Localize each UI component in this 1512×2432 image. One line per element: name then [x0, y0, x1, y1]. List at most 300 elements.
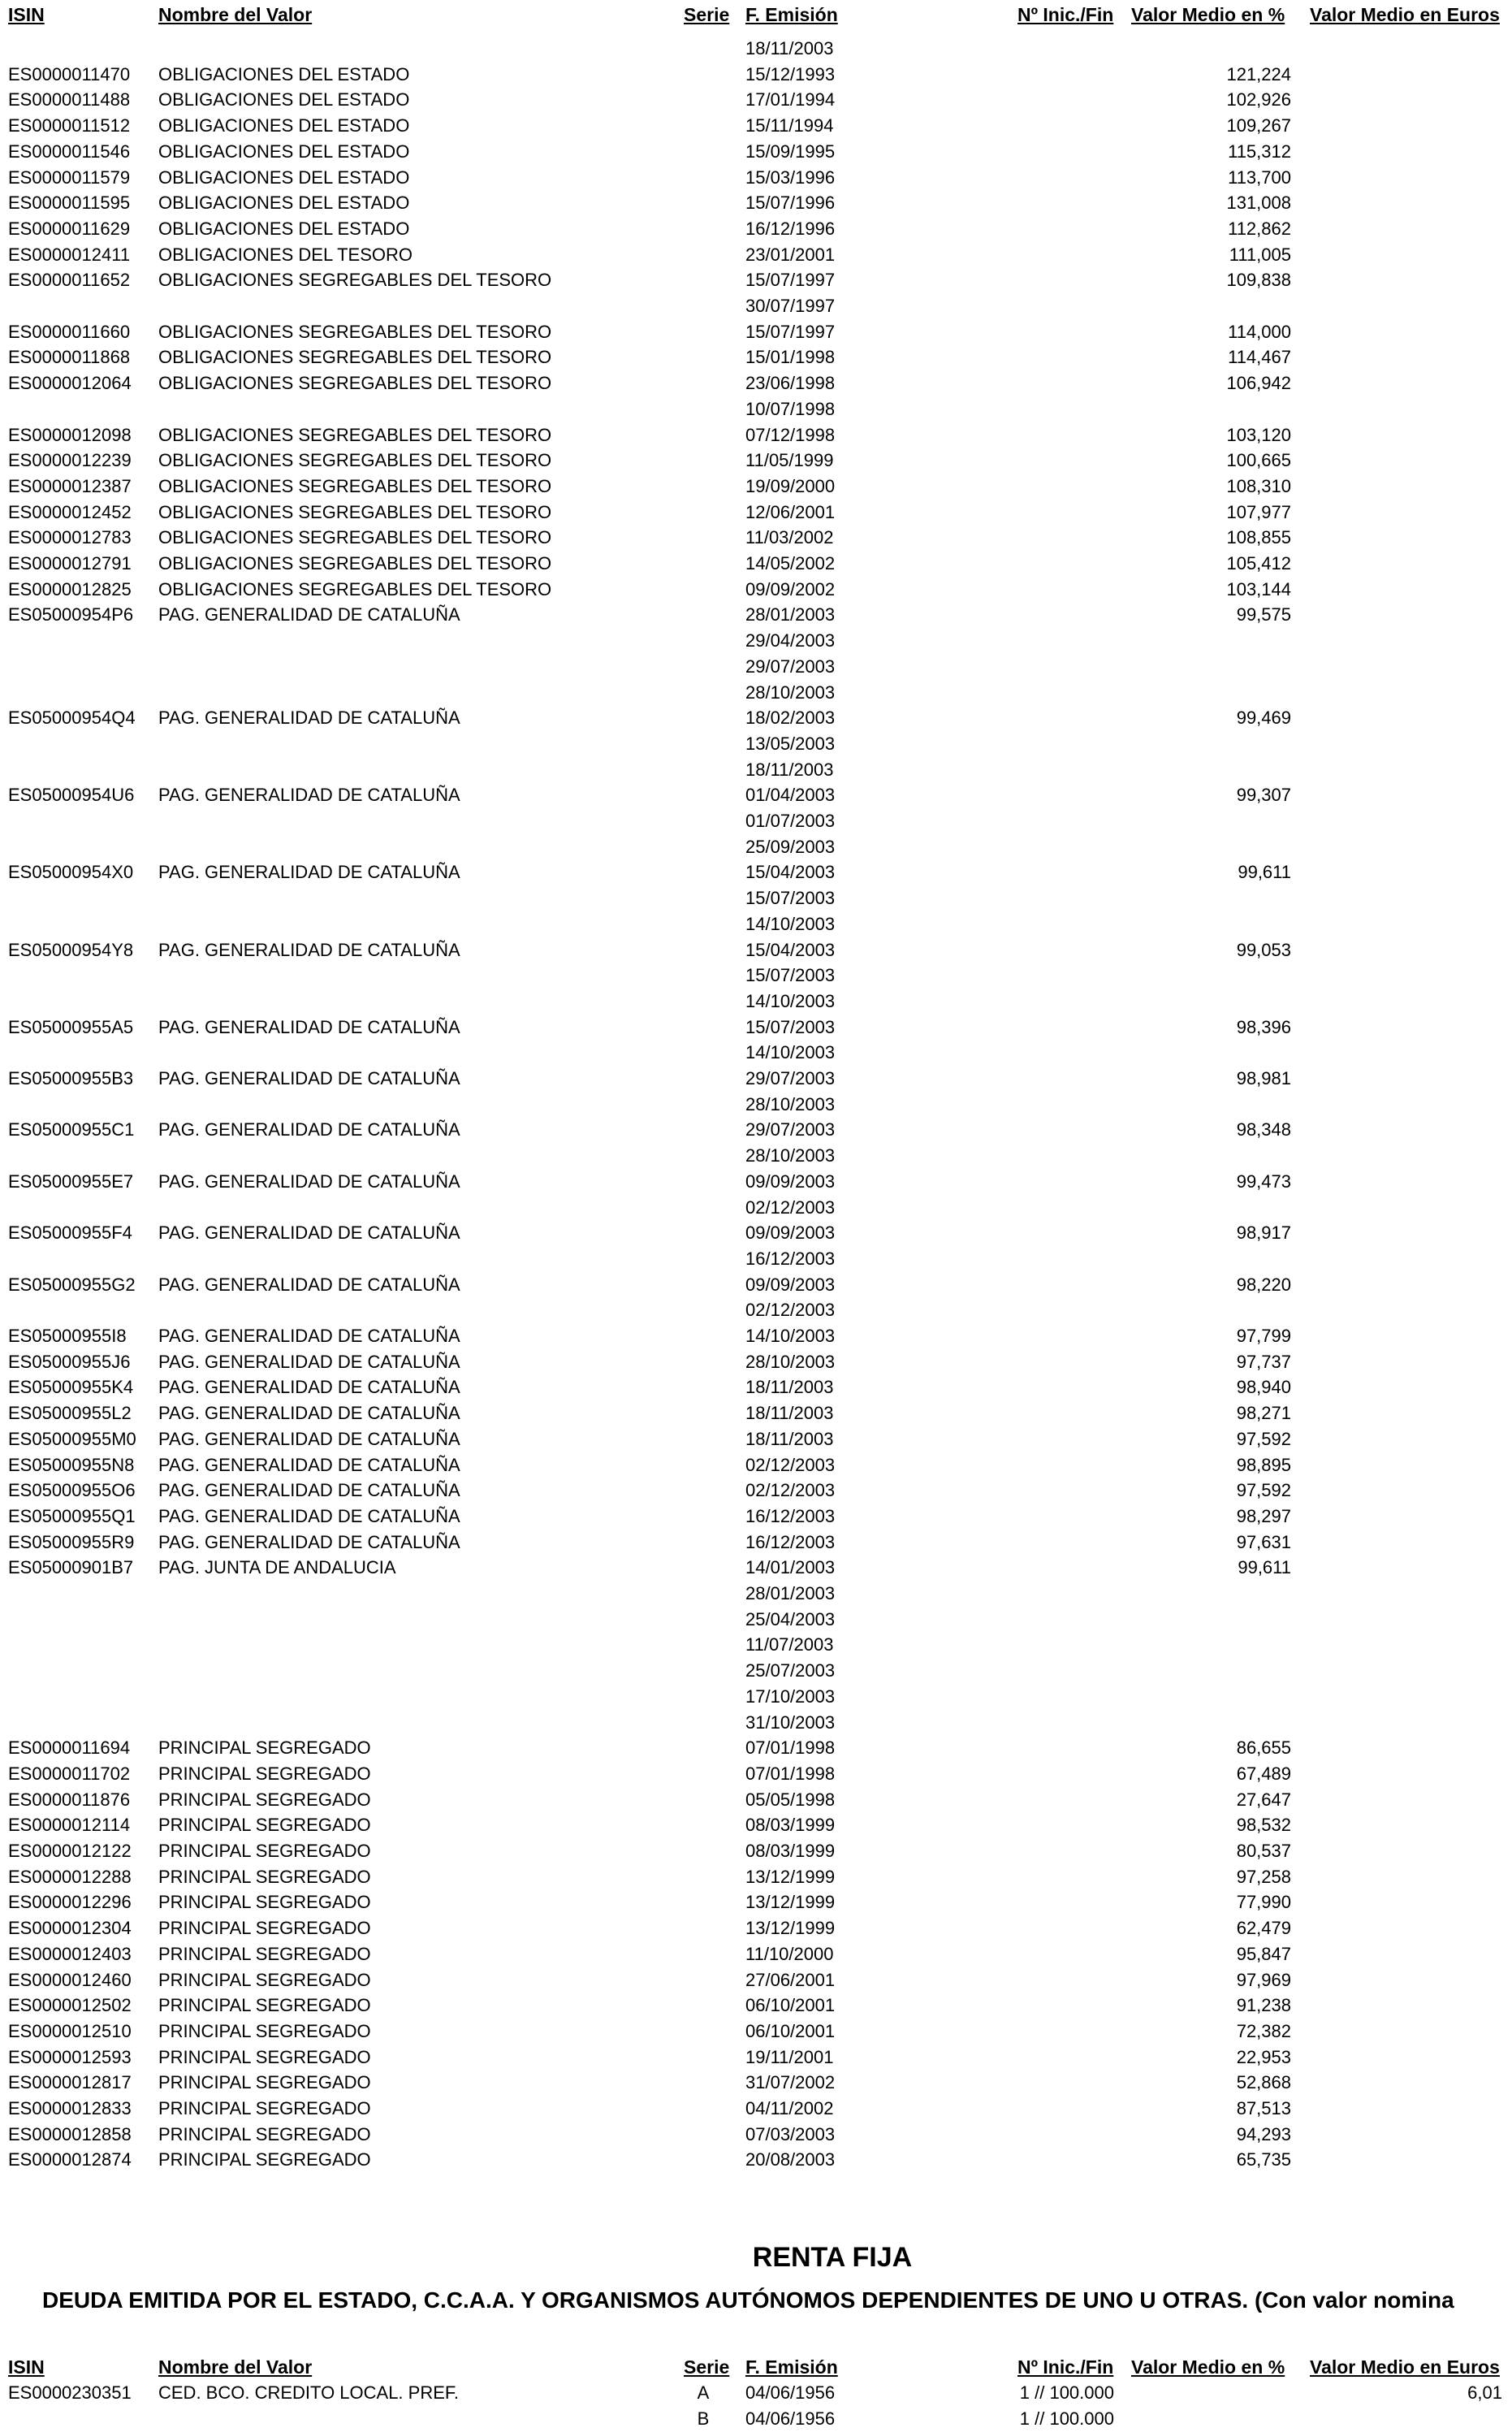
fecha-cell: 09/09/2003 [745, 1274, 836, 1295]
pct-cell: 121,224 [1226, 64, 1291, 84]
table-row [0, 1143, 1512, 1168]
name-cell: PAG. GENERALIDAD DE CATALUÑA [158, 1480, 460, 1500]
fecha-cell: 08/03/1999 [745, 1815, 836, 1835]
isin-cell: ES05000955L2 [8, 1403, 132, 1423]
col-ninic-header: Nº Inic./Fin [1017, 4, 1114, 25]
name-cell: OBLIGACIONES SEGREGABLES DEL TESORO [158, 502, 552, 522]
name-cell: PRINCIPAL SEGREGADO [158, 1892, 371, 1912]
table-row [0, 1297, 1512, 1322]
fecha-cell: 19/09/2000 [745, 476, 836, 496]
table-row [0, 474, 1512, 499]
isin-cell: ES05000955B3 [8, 1068, 134, 1088]
pct-cell: 97,737 [1236, 1352, 1291, 1372]
isin-cell: ES05000954Y8 [8, 940, 134, 960]
name-cell: OBLIGACIONES SEGREGABLES DEL TESORO [158, 553, 552, 573]
pct-cell: 98,532 [1236, 1815, 1291, 1835]
pct-cell: 99,307 [1236, 785, 1291, 805]
pct-cell: 98,297 [1236, 1506, 1291, 1526]
fecha-cell: 15/07/1997 [745, 270, 836, 290]
table-row [0, 1787, 1512, 1812]
fecha-cell: 13/05/2003 [745, 733, 836, 754]
fecha-cell: 20/08/2003 [745, 2149, 836, 2170]
table-row [0, 911, 1512, 937]
fecha-cell: 17/01/1994 [745, 89, 836, 110]
table-row [0, 1812, 1512, 1837]
isin-cell: ES0000011660 [8, 322, 131, 342]
isin-cell: ES0000230351 [8, 2382, 132, 2403]
table-row [0, 2070, 1512, 2095]
fecha-cell: 16/12/2003 [745, 1506, 836, 1526]
pct-cell: 114,000 [1228, 322, 1291, 342]
isin-cell: ES0000011629 [8, 219, 131, 239]
fecha-cell: 05/05/1998 [745, 1789, 836, 1810]
isin-cell: ES0000011652 [8, 270, 131, 290]
table-row [0, 1967, 1512, 1993]
pct-cell: 131,008 [1226, 193, 1291, 213]
table-row [0, 628, 1512, 653]
isin-cell: ES05000955I8 [8, 1326, 127, 1346]
pct-cell: 113,700 [1228, 167, 1291, 188]
pct-cell: 107,977 [1226, 502, 1291, 522]
fecha-cell: 02/12/2003 [745, 1300, 836, 1320]
col-pct-header: Valor Medio en % [1131, 2356, 1285, 2378]
pct-cell: 102,926 [1226, 89, 1291, 110]
table-row [0, 1478, 1512, 1503]
fecha-cell: 25/07/2003 [745, 1660, 836, 1681]
fecha-cell: 02/12/2003 [745, 1197, 836, 1218]
table-row [0, 577, 1512, 602]
name-cell: PAG. GENERALIDAD DE CATALUÑA [158, 1506, 460, 1526]
fecha-cell: 04/06/1956 [745, 2382, 836, 2403]
fecha-cell: 15/07/2003 [745, 965, 836, 985]
name-cell: PAG. GENERALIDAD DE CATALUÑA [158, 1352, 460, 1372]
name-cell: OBLIGACIONES SEGREGABLES DEL TESORO [158, 579, 552, 599]
table-row [0, 1555, 1512, 1580]
name-cell: OBLIGACIONES DEL ESTADO [158, 141, 410, 162]
isin-cell: ES05000901B7 [8, 1557, 134, 1577]
name-cell: PRINCIPAL SEGREGADO [158, 1918, 371, 1938]
name-cell: PRINCIPAL SEGREGADO [158, 2047, 371, 2067]
pct-cell: 97,969 [1236, 1970, 1291, 1990]
pct-cell: 108,310 [1226, 476, 1291, 496]
isin-cell: ES05000954X0 [8, 862, 134, 882]
fecha-cell: 15/09/1995 [745, 141, 836, 162]
pct-cell: 98,396 [1236, 1017, 1291, 1037]
fecha-cell: 29/07/2003 [745, 656, 836, 677]
table-row [0, 1915, 1512, 1941]
isin-cell: ES0000012239 [8, 450, 132, 470]
fecha-cell: 28/01/2003 [745, 604, 836, 625]
isin-cell: ES0000011488 [8, 89, 131, 110]
isin-cell: ES0000011546 [8, 141, 131, 162]
name-cell: PRINCIPAL SEGREGADO [158, 1867, 371, 1887]
name-cell: PAG. JUNTA DE ANDALUCIA [158, 1557, 396, 1577]
table-row [0, 1400, 1512, 1426]
table-row [0, 1735, 1512, 1760]
name-cell: PRINCIPAL SEGREGADO [158, 1944, 371, 1964]
fecha-cell: 07/01/1998 [745, 1763, 836, 1784]
table-row [0, 757, 1512, 782]
isin-cell: ES05000955M0 [8, 1429, 136, 1449]
name-cell: OBLIGACIONES DEL ESTADO [158, 167, 410, 188]
fecha-cell: 04/06/1956 [745, 2408, 836, 2429]
table-row [0, 2045, 1512, 2070]
fecha-cell: 15/11/1994 [745, 115, 834, 136]
fecha-cell: 12/06/2001 [745, 502, 836, 522]
fecha-cell: 15/07/1997 [745, 322, 836, 342]
isin-cell: ES0000012593 [8, 2047, 132, 2067]
col-serie-header: Serie [684, 2356, 730, 2378]
fecha-cell: 18/02/2003 [745, 708, 836, 728]
fecha-cell: 14/10/2003 [745, 1042, 836, 1062]
isin-cell: ES05000954U6 [8, 785, 135, 805]
fecha-cell: 15/04/2003 [745, 940, 836, 960]
fecha-cell: 31/07/2002 [745, 2072, 836, 2092]
fecha-cell: 13/12/1999 [745, 1867, 836, 1887]
table-row [0, 1838, 1512, 1863]
table-row [0, 1092, 1512, 1117]
pct-cell: 112,862 [1228, 219, 1291, 239]
name-cell: PAG. GENERALIDAD DE CATALUÑA [158, 1326, 460, 1346]
isin-cell: ES0000012858 [8, 2124, 132, 2144]
isin-cell: ES0000012817 [8, 2072, 132, 2092]
name-cell: PAG. GENERALIDAD DE CATALUÑA [158, 604, 460, 625]
name-cell: PAG. GENERALIDAD DE CATALUÑA [158, 1222, 460, 1243]
fecha-cell: 02/12/2003 [745, 1480, 836, 1500]
name-cell: PRINCIPAL SEGREGADO [158, 2098, 371, 2118]
fecha-cell: 28/10/2003 [745, 1094, 836, 1114]
table-row [0, 242, 1512, 267]
fecha-cell: 11/05/1999 [745, 450, 834, 470]
fecha-cell: 15/07/2003 [745, 888, 836, 908]
ninic-cell: 1 // 100.000 [1019, 2408, 1114, 2429]
fecha-cell: 23/06/1998 [745, 373, 836, 393]
isin-cell: ES05000955G2 [8, 1274, 136, 1295]
fecha-cell: 15/07/1996 [745, 193, 836, 213]
table-row [0, 1710, 1512, 1735]
isin-cell: ES05000955F4 [8, 1222, 132, 1243]
pct-cell: 99,611 [1238, 862, 1291, 882]
isin-cell: ES0000011470 [8, 64, 131, 84]
fecha-cell: 14/10/2003 [745, 991, 836, 1011]
fecha-cell: 25/09/2003 [745, 837, 836, 857]
name-cell: OBLIGACIONES SEGREGABLES DEL TESORO [158, 527, 552, 547]
table-row [0, 1504, 1512, 1529]
name-cell: PAG. GENERALIDAD DE CATALUÑA [158, 1171, 460, 1192]
table-row [0, 1374, 1512, 1400]
table-row [0, 422, 1512, 448]
table-row [0, 602, 1512, 627]
fecha-cell: 09/09/2002 [745, 579, 836, 599]
fecha-cell: 17/10/2003 [745, 1686, 836, 1707]
name-cell: PRINCIPAL SEGREGADO [158, 2072, 371, 2092]
name-cell: OBLIGACIONES SEGREGABLES DEL TESORO [158, 373, 552, 393]
pct-cell: 67,489 [1236, 1763, 1291, 1784]
pct-cell: 72,382 [1236, 2021, 1291, 2041]
name-cell: PAG. GENERALIDAD DE CATALUÑA [158, 785, 460, 805]
pct-cell: 94,293 [1236, 2124, 1291, 2144]
name-cell: PAG. GENERALIDAD DE CATALUÑA [158, 1377, 460, 1397]
fecha-cell: 15/12/1993 [745, 64, 836, 84]
name-cell: OBLIGACIONES DEL ESTADO [158, 219, 410, 239]
name-cell: PRINCIPAL SEGREGADO [158, 1995, 371, 2015]
name-cell: PRINCIPAL SEGREGADO [158, 1841, 371, 1861]
table-row [0, 344, 1512, 370]
pct-cell: 108,855 [1226, 527, 1291, 547]
name-cell: OBLIGACIONES SEGREGABLES DEL TESORO [158, 347, 552, 367]
table-row [0, 654, 1512, 679]
table-row [0, 36, 1512, 61]
fecha-cell: 16/12/1996 [745, 219, 836, 239]
pct-cell: 99,575 [1236, 604, 1291, 625]
table-row [0, 1040, 1512, 1065]
fecha-cell: 07/12/1998 [745, 425, 836, 445]
table-row [0, 1452, 1512, 1478]
isin-cell: ES0000012288 [8, 1867, 132, 1887]
isin-cell: ES0000012064 [8, 373, 132, 393]
table-row [0, 2122, 1512, 2147]
ninic-cell: 1 // 100.000 [1019, 2382, 1114, 2403]
isin-cell: ES0000011868 [8, 347, 131, 367]
fecha-cell: 18/11/2003 [745, 759, 834, 780]
fecha-cell: 19/11/2001 [745, 2047, 834, 2067]
name-cell: PAG. GENERALIDAD DE CATALUÑA [158, 1017, 460, 1037]
pct-cell: 98,220 [1236, 1274, 1291, 1295]
table-row [0, 2096, 1512, 2121]
pct-cell: 114,467 [1228, 347, 1291, 367]
pct-cell: 98,895 [1236, 1455, 1291, 1475]
col-ninic-header: Nº Inic./Fin [1017, 2356, 1114, 2378]
table-row [0, 2380, 1512, 2405]
name-cell: PAG. GENERALIDAD DE CATALUÑA [158, 1532, 460, 1552]
table-row [0, 190, 1512, 215]
section-title: RENTA FIJA [752, 2242, 913, 2273]
fecha-cell: 18/11/2003 [745, 1403, 834, 1423]
table-row [0, 370, 1512, 396]
table-row [0, 1530, 1512, 1555]
fecha-cell: 11/10/2000 [745, 1944, 834, 1964]
fecha-cell: 06/10/2001 [745, 2021, 836, 2041]
isin-cell: ES05000954P6 [8, 604, 134, 625]
table-row [0, 2147, 1512, 2172]
name-cell: PAG. GENERALIDAD DE CATALUÑA [158, 862, 460, 882]
fecha-cell: 18/11/2003 [745, 1377, 834, 1397]
name-cell: OBLIGACIONES SEGREGABLES DEL TESORO [158, 425, 552, 445]
fecha-cell: 04/11/2002 [745, 2098, 834, 2118]
name-cell: PAG. GENERALIDAD DE CATALUÑA [158, 708, 460, 728]
pct-cell: 62,479 [1236, 1918, 1291, 1938]
name-cell: PAG. GENERALIDAD DE CATALUÑA [158, 1119, 460, 1140]
pct-cell: 115,312 [1228, 141, 1291, 162]
name-cell: PRINCIPAL SEGREGADO [158, 1789, 371, 1810]
pct-cell: 77,990 [1236, 1892, 1291, 1912]
pct-cell: 22,953 [1236, 2047, 1291, 2067]
table-row [0, 2406, 1512, 2431]
pct-cell: 99,611 [1238, 1557, 1291, 1577]
table-row [0, 1169, 1512, 1194]
table-row [0, 1607, 1512, 1632]
pct-cell: 65,735 [1236, 2149, 1291, 2170]
fecha-cell: 15/07/2003 [745, 1017, 836, 1037]
fecha-cell: 14/10/2003 [745, 914, 836, 934]
table-row [0, 216, 1512, 241]
fecha-cell: 29/07/2003 [745, 1119, 836, 1140]
name-cell: PRINCIPAL SEGREGADO [158, 2149, 371, 2170]
fecha-cell: 15/01/1998 [745, 347, 836, 367]
isin-cell: ES0000012403 [8, 1944, 132, 1964]
table-header-2 [0, 2355, 1512, 2380]
fecha-cell: 29/04/2003 [745, 630, 836, 651]
isin-cell: ES0000011512 [8, 115, 131, 136]
table-row [0, 1864, 1512, 1889]
table-row [0, 834, 1512, 859]
fecha-cell: 01/07/2003 [745, 811, 836, 831]
pct-cell: 95,847 [1236, 1944, 1291, 1964]
name-cell: PRINCIPAL SEGREGADO [158, 2021, 371, 2041]
pct-cell: 97,592 [1236, 1429, 1291, 1449]
isin-cell: ES0000012502 [8, 1995, 132, 2015]
name-cell: OBLIGACIONES SEGREGABLES DEL TESORO [158, 322, 552, 342]
pct-cell: 109,838 [1226, 270, 1291, 290]
table-row [0, 1941, 1512, 1967]
pct-cell: 99,053 [1236, 940, 1291, 960]
pct-cell: 97,799 [1236, 1326, 1291, 1346]
table-row [0, 396, 1512, 422]
name-cell: PAG. GENERALIDAD DE CATALUÑA [158, 1455, 460, 1475]
table-row [0, 1632, 1512, 1657]
pct-cell: 86,655 [1236, 1737, 1291, 1758]
name-cell: OBLIGACIONES SEGREGABLES DEL TESORO [158, 270, 552, 290]
name-cell: PRINCIPAL SEGREGADO [158, 1763, 371, 1784]
table-row [0, 525, 1512, 550]
table-row [0, 885, 1512, 911]
pct-cell: 111,005 [1229, 244, 1291, 265]
table-row [0, 267, 1512, 292]
table-row [0, 1761, 1512, 1786]
pct-cell: 97,631 [1236, 1532, 1291, 1552]
fecha-cell: 15/03/1996 [745, 167, 836, 188]
pct-cell: 80,537 [1236, 1841, 1291, 1861]
fecha-cell: 14/01/2003 [745, 1557, 836, 1577]
isin-cell: ES0000011876 [8, 1789, 131, 1810]
name-cell: PRINCIPAL SEGREGADO [158, 2124, 371, 2144]
fecha-cell: 14/05/2002 [745, 553, 836, 573]
table-row [0, 165, 1512, 190]
fecha-cell: 10/07/1998 [745, 399, 836, 419]
isin-cell: ES0000011595 [8, 193, 131, 213]
col-pct-header: Valor Medio en % [1131, 4, 1285, 25]
fecha-cell: 31/10/2003 [745, 1712, 836, 1733]
table-row [0, 1272, 1512, 1297]
fecha-cell: 09/09/2003 [745, 1171, 836, 1192]
pct-cell: 99,473 [1236, 1171, 1291, 1192]
isin-cell: ES0000012122 [8, 1841, 132, 1861]
pct-cell: 98,940 [1236, 1377, 1291, 1397]
isin-cell: ES0000012874 [8, 2149, 132, 2170]
pct-cell: 103,120 [1226, 425, 1291, 445]
fecha-cell: 27/06/2001 [745, 1970, 836, 1990]
isin-cell: ES05000955C1 [8, 1119, 135, 1140]
pct-cell: 105,412 [1226, 553, 1291, 573]
isin-cell: ES0000012825 [8, 579, 132, 599]
table-row [0, 1684, 1512, 1709]
table-row [0, 1889, 1512, 1915]
fecha-cell: 28/01/2003 [745, 1583, 836, 1603]
col-isin-header: ISIN [8, 2356, 45, 2378]
pct-cell: 52,868 [1236, 2072, 1291, 2092]
table-row [0, 62, 1512, 87]
fecha-cell: 02/12/2003 [745, 1455, 836, 1475]
pct-cell: 98,981 [1236, 1068, 1291, 1088]
fecha-cell: 06/10/2001 [745, 1995, 836, 2015]
pct-cell: 97,592 [1236, 1480, 1291, 1500]
name-cell: PRINCIPAL SEGREGADO [158, 1815, 371, 1835]
table-row [0, 1220, 1512, 1245]
fecha-cell: 28/10/2003 [745, 682, 836, 703]
name-cell: PRINCIPAL SEGREGADO [158, 1970, 371, 1990]
col-fecha-header: F. Emisión [745, 2356, 838, 2378]
isin-cell: ES05000955K4 [8, 1377, 134, 1397]
name-cell: PAG. GENERALIDAD DE CATALUÑA [158, 1403, 460, 1423]
table-row [0, 937, 1512, 963]
isin-cell: ES0000012296 [8, 1892, 132, 1912]
table-row [0, 1066, 1512, 1091]
isin-cell: ES05000955N8 [8, 1455, 135, 1475]
col-name-header: Nombre del Valor [158, 2356, 313, 2378]
table-row [0, 859, 1512, 885]
table-row [0, 1015, 1512, 1040]
fecha-cell: 08/03/1999 [745, 1841, 836, 1861]
isin-cell: ES0000011702 [8, 1763, 131, 1784]
table-row [0, 500, 1512, 525]
section-subtitle: DEUDA EMITIDA POR EL ESTADO, C.C.A.A. Y ORGANISMOS AUTÓNOMOS DEPENDIENTES DE UNO U OTRAS. (Con valor nomina [42, 2287, 1454, 2313]
isin-cell: ES0000012791 [8, 553, 132, 573]
name-cell: OBLIGACIONES DEL TESORO [158, 244, 413, 265]
pct-cell: 97,258 [1236, 1867, 1291, 1887]
isin-cell: ES0000012510 [8, 2021, 132, 2041]
table-row [0, 319, 1512, 344]
table-row [0, 551, 1512, 576]
table-header [0, 2, 1512, 28]
fecha-cell: 29/07/2003 [745, 1068, 836, 1088]
isin-cell: ES05000955Q1 [8, 1506, 136, 1526]
name-cell: OBLIGACIONES DEL ESTADO [158, 64, 410, 84]
fecha-cell: 30/07/1997 [745, 296, 836, 316]
pct-cell: 99,469 [1236, 708, 1291, 728]
serie-cell: A [697, 2382, 710, 2403]
fecha-cell: 28/10/2003 [745, 1145, 836, 1166]
pct-cell: 100,665 [1226, 450, 1291, 470]
table-row [0, 1658, 1512, 1683]
isin-cell: ES0000011579 [8, 167, 131, 188]
isin-cell: ES0000012460 [8, 1970, 132, 1990]
name-cell: CED. BCO. CREDITO LOCAL. PREF. [158, 2382, 460, 2403]
name-cell: PAG. GENERALIDAD DE CATALUÑA [158, 1068, 460, 1088]
col-fecha-header: F. Emisión [745, 4, 838, 25]
isin-cell: ES05000955O6 [8, 1480, 136, 1500]
table-row [0, 1426, 1512, 1452]
isin-cell: ES0000012114 [8, 1815, 131, 1835]
pct-cell: 27,647 [1236, 1789, 1291, 1810]
table-row [0, 1323, 1512, 1348]
fecha-cell: 07/01/1998 [745, 1737, 836, 1758]
table-row [0, 963, 1512, 988]
table-row [0, 139, 1512, 164]
isin-cell: ES05000955R9 [8, 1532, 135, 1552]
isin-cell: ES05000955A5 [8, 1017, 134, 1037]
isin-cell: ES0000012387 [8, 476, 132, 496]
fecha-cell: 01/04/2003 [745, 785, 836, 805]
